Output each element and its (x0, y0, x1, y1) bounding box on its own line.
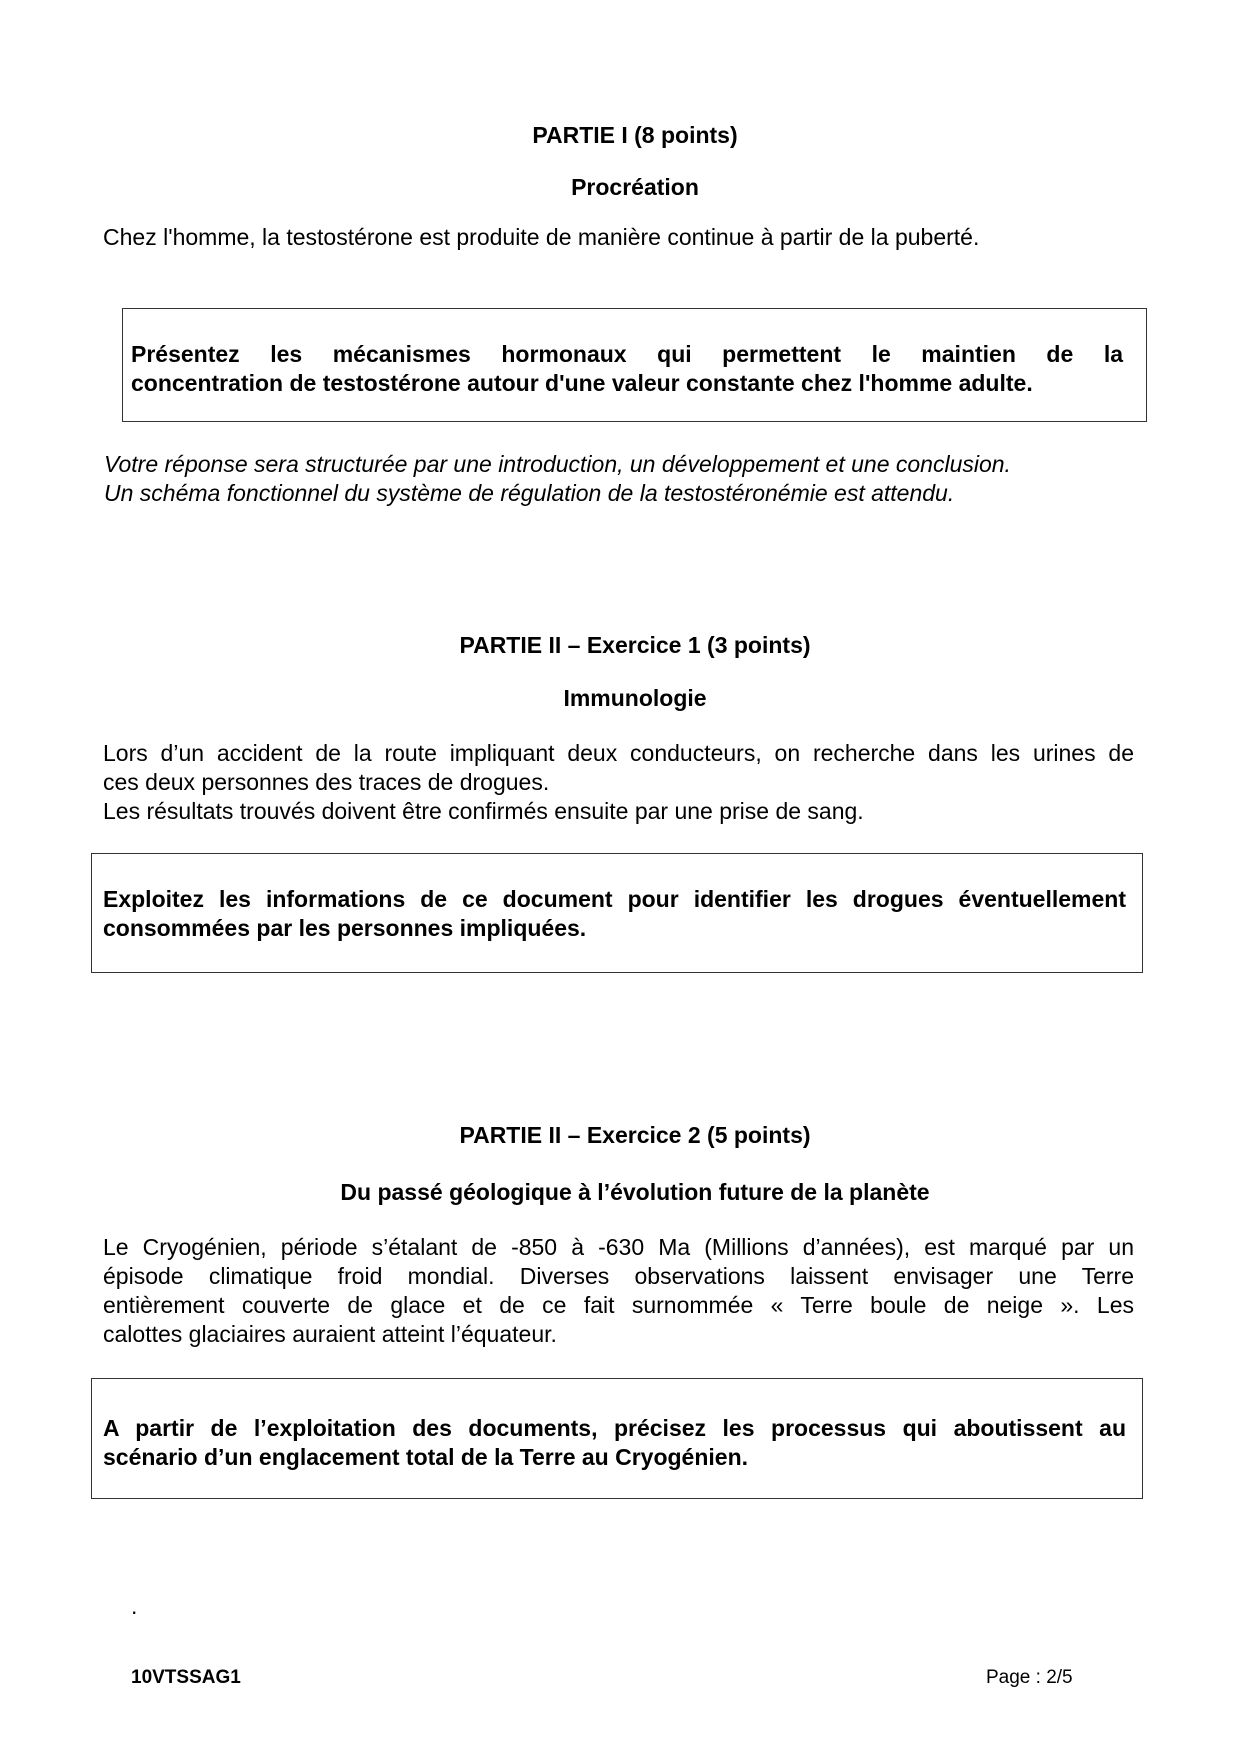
partie2-ex1-question-line-1: Exploitez les informations de ce document pour identifier les drogues éventuellement (103, 886, 1126, 912)
partie1-instruction-line-2: Un schéma fonctionnel du système de régulation de la testostéronémie est attendu. (104, 480, 955, 506)
partie2-ex1-subtitle: Immunologie (563, 685, 707, 711)
partie2-ex2-question-line-2: scénario d’un englacement total de la Terre au Cryogénien. (103, 1444, 749, 1470)
partie2-ex2-intro (103, 1233, 1134, 1349)
partie2-ex2-question-box (91, 1378, 1143, 1499)
partie2-ex2-intro-line-4: calottes glaciaires auraient atteint l’équateur. (103, 1321, 557, 1347)
partie2-ex1-intro-line-2: ces deux personnes des traces de drogues. (103, 769, 550, 795)
partie2-ex1-question-box (91, 853, 1143, 973)
partie2-ex2-title: PARTIE II – Exercice 2 (5 points) (459, 1122, 811, 1148)
partie1-subtitle: Procréation (571, 174, 699, 200)
partie1-question-line-1: Présentez les mécanismes hormonaux qui permettent le maintien de la (131, 341, 1123, 367)
partie2-ex1-intro (103, 739, 1134, 826)
partie2-ex1-title: PARTIE II – Exercice 1 (3 points) (459, 632, 811, 658)
partie1-question-line-2: concentration de testostérone autour d'une valeur constante chez l'homme adulte. (131, 370, 1033, 396)
partie1-intro-line: Chez l'homme, la testostérone est produite de manière continue à partir de la puberté. (103, 224, 980, 250)
partie2-ex2-intro-line-1: Le Cryogénien, période s’étalant de -850 à -630 Ma (Millions d’années), est marqué par un (103, 1234, 1134, 1260)
footer-exam-code: 10VTSSAG1 (131, 1667, 241, 1688)
partie2-ex1-intro-line-3: Les résultats trouvés doivent être confirmés ensuite par une prise de sang. (103, 798, 864, 824)
partie2-ex2-intro-line-3: entièrement couverte de glace et de ce fait surnommée « Terre boule de neige ». Les (103, 1292, 1134, 1318)
stray-dot: . (131, 1593, 138, 1619)
partie2-ex2-subtitle: Du passé géologique à l’évolution future de la planète (340, 1179, 930, 1205)
partie2-ex2-intro-line-2: épisode climatique froid mondial. Diverses observations laissent envisager une Terre (103, 1263, 1134, 1289)
footer-page-number: Page : 2/5 (986, 1667, 1073, 1688)
partie1-title: PARTIE I (8 points) (532, 122, 738, 148)
partie2-ex1-intro-line-1: Lors d’un accident de la route impliquant deux conducteurs, on recherche dans les urines de (103, 740, 1134, 766)
partie2-ex1-question-line-2: consommées par les personnes impliquées. (103, 915, 587, 941)
partie1-question-box (122, 308, 1147, 422)
partie1-intro (103, 223, 979, 252)
partie1-instructions (104, 450, 1011, 508)
partie2-ex2-question-line-1: A partir de l’exploitation des documents, précisez les processus qui aboutissent au (103, 1415, 1126, 1441)
partie1-instruction-line-1: Votre réponse sera structurée par une introduction, un développement et une conclusion. (104, 451, 1011, 477)
